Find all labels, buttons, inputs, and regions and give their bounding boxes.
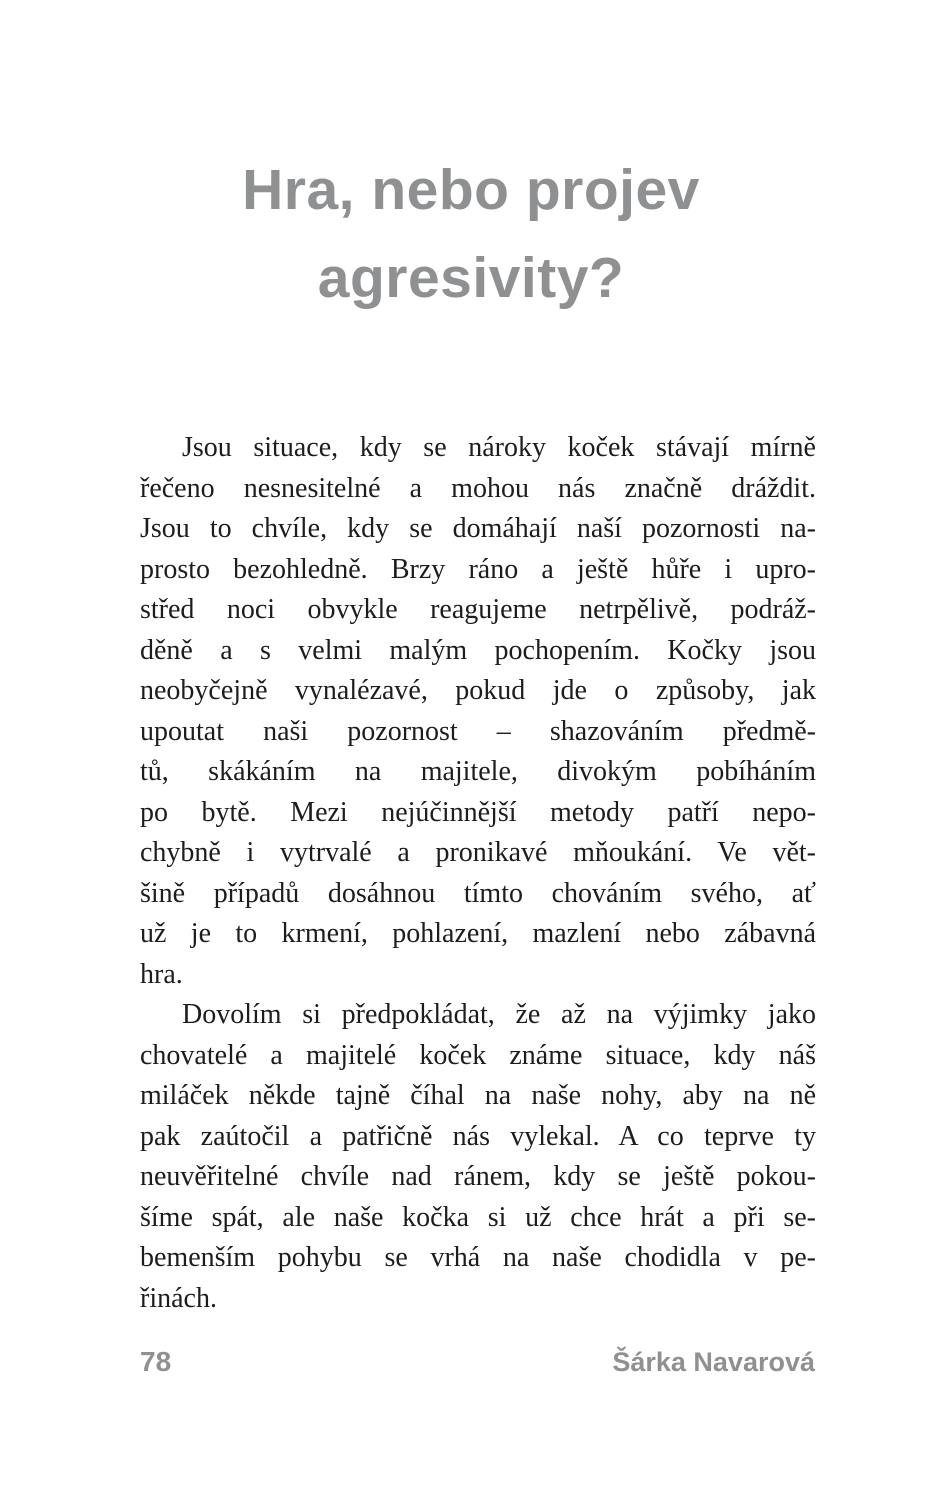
body-line: pak zaútočil a patřičně nás vylekal. A co teprve ty [140,1120,816,1152]
paragraph-2 [140,995,816,1319]
body-line: prosto bezohledně. Brzy ráno a ještě hůře i upro- [140,553,816,585]
page-footer [140,1346,815,1378]
body-line: tů, skákáním na majitele, divokým pobíháním [140,756,816,787]
body-line: řinách. [140,1282,217,1314]
body-line: šině případů dosáhnou tímto chováním svého, ať [140,877,816,909]
body-line: Dovolím si předpokládat, že až na výjimky jako [182,999,816,1030]
chapter-title [0,146,942,322]
body-line: děně a s velmi malým pochopením. Kočky jsou [140,634,816,666]
chapter-title-line-2: agresivity? [317,246,625,310]
chapter-title-line-1: Hra, nebo projev [242,158,700,222]
body-line: bemenším pohybu se vrhá na naše chodidla v pe- [140,1242,816,1273]
page-number: 78 [140,1346,172,1377]
body-line: upoutat naši pozornost – shazováním předmě- [140,715,816,747]
body-line: už je to krmení, pohlazení, mazlení nebo zábavná [140,918,816,949]
body-line: řečeno nesnesitelné a mohou nás značně dráždit. [140,472,816,504]
body-line: chovatelé a majitelé koček známe situace, kdy náš [140,1039,816,1071]
author-name: Šárka Navarová [612,1347,815,1377]
body-line: neobyčejně vynalézavé, pokud jde o způsoby, jak [140,675,816,706]
body-line: miláček někde tajně číhal na naše nohy, aby na ně [140,1080,816,1111]
body-line: Jsou to chvíle, kdy se domáhají naší pozornosti na- [140,513,816,544]
paragraph-1 [140,428,816,995]
body-line: chybně i vytrvalé a pronikavé mňoukání. Ve vět- [140,837,816,868]
body-line: hra. [140,958,183,990]
body-line: střed noci obvykle reagujeme netrpělivě, podráž- [140,594,816,625]
body-line: šíme spát, ale naše kočka si už chce hrát a při se- [140,1201,816,1233]
body-line: neuvěřitelné chvíle nad ránem, kdy se ještě pokou- [140,1161,816,1192]
body-line: Jsou situace, kdy se nároky koček stávají mírně [182,432,816,463]
body-line: po bytě. Mezi nejúčinnější metody patří nepo- [140,796,816,828]
body-text [140,428,816,1319]
